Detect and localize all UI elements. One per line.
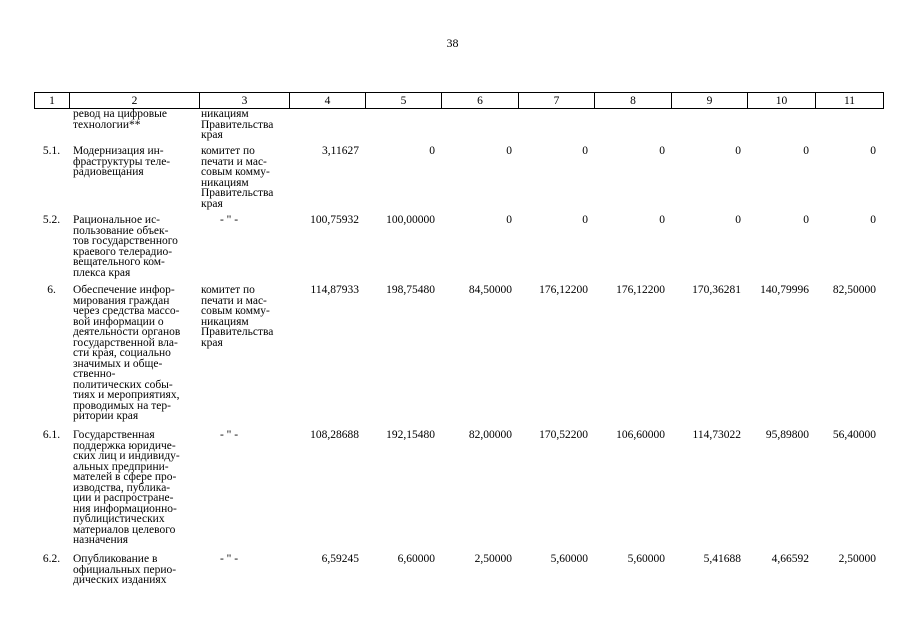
column-header: 11 — [816, 93, 884, 109]
column-header: 9 — [672, 93, 748, 109]
value-cell: 108,28688 — [310, 429, 359, 441]
value-cell: 6,59245 — [321, 553, 359, 565]
table-row — [34, 285, 883, 430]
value-cell: 106,60000 — [616, 429, 665, 441]
value-cell: 95,89800 — [765, 429, 809, 441]
executor: - " - — [219, 429, 239, 441]
table-header — [34, 92, 884, 109]
column-header: 1 — [35, 93, 70, 109]
value-cell — [815, 109, 883, 146]
table-row — [34, 554, 883, 594]
value-cell: 100,75932 — [310, 214, 359, 226]
row-number — [34, 109, 69, 146]
table-row — [34, 430, 883, 554]
value-cell: 6,60000 — [397, 553, 435, 565]
executor: - " - — [219, 553, 239, 565]
row-number: 5.1. — [42, 145, 61, 157]
column-header: 3 — [200, 93, 290, 109]
value-cell: 4,66592 — [771, 553, 809, 565]
value-cell: 82,50000 — [832, 284, 876, 296]
value-cell: 0 — [659, 145, 665, 157]
column-header: 7 — [519, 93, 595, 109]
value-cell: 0 — [506, 145, 512, 157]
column-number-row — [35, 93, 884, 109]
value-cell: 0 — [870, 145, 876, 157]
value-cell: 192,15480 — [386, 429, 435, 441]
value-cell — [671, 109, 747, 146]
table-row — [34, 215, 883, 285]
column-header: 10 — [748, 93, 816, 109]
value-cell: 0 — [429, 145, 435, 157]
row-number: 6.1. — [42, 429, 61, 441]
value-cell — [518, 109, 594, 146]
value-cell: 114,73022 — [692, 429, 741, 441]
value-cell: 0 — [659, 214, 665, 226]
activity-name: Модернизация ин- фраструктуры теле- радиовещания — [73, 145, 171, 178]
value-cell: 0 — [803, 214, 809, 226]
value-cell: 100,00000 — [386, 214, 435, 226]
value-cell: 198,75480 — [386, 284, 435, 296]
column-header: 4 — [290, 93, 366, 109]
value-cell: 0 — [582, 214, 588, 226]
value-cell: 0 — [582, 145, 588, 157]
executor: - " - — [219, 214, 239, 226]
activity-name: Государственная поддержка юридиче- ских лиц и индивиду- альных предприни- мателей в сфере про- изводства, публика- ции и распростране- ния информационно- публицистических материалов целевого назначения — [73, 429, 180, 546]
value-cell: 140,79996 — [760, 284, 809, 296]
column-header: 2 — [70, 93, 200, 109]
value-cell: 114,87933 — [310, 284, 359, 296]
executor: никациям Правительства края — [201, 108, 274, 141]
value-cell: 0 — [870, 214, 876, 226]
value-cell: 84,50000 — [468, 284, 512, 296]
value-cell: 0 — [506, 214, 512, 226]
activity-name: Рациональное ис- пользование объек- тов государственного краевого телерадио- вещательного ком- плекса края — [73, 214, 178, 279]
value-cell — [594, 109, 671, 146]
activity-name: ревод на цифровые технологии** — [73, 108, 168, 131]
value-cell — [365, 109, 441, 146]
column-header: 5 — [366, 93, 442, 109]
activity-name: Опубликование в официальных перио- дических изданиях — [73, 553, 177, 586]
value-cell: 176,12200 — [539, 284, 588, 296]
value-cell: 2,50000 — [838, 553, 876, 565]
table-row — [34, 109, 883, 146]
value-cell: 82,00000 — [468, 429, 512, 441]
executor: комитет по печати и мас- совым комму- никациям Правительства края — [201, 284, 274, 349]
value-cell: 5,60000 — [627, 553, 665, 565]
value-cell: 5,41688 — [703, 553, 741, 565]
column-header: 6 — [442, 93, 519, 109]
column-header: 8 — [595, 93, 672, 109]
table-row — [34, 146, 883, 215]
value-cell: 0 — [735, 214, 741, 226]
value-cell — [747, 109, 815, 146]
value-cell: 3,11627 — [322, 145, 359, 157]
value-cell: 170,52200 — [539, 429, 588, 441]
executor: комитет по печати и мас- совым комму- никациям Правительства края — [201, 145, 274, 210]
value-cell — [289, 109, 365, 146]
value-cell: 56,40000 — [832, 429, 876, 441]
value-cell: 170,36281 — [692, 284, 741, 296]
program-table — [34, 109, 883, 594]
value-cell: 176,12200 — [616, 284, 665, 296]
value-cell: 0 — [735, 145, 741, 157]
value-cell: 0 — [803, 145, 809, 157]
page-number: 38 — [446, 36, 459, 50]
row-number: 6. — [47, 284, 56, 296]
value-cell — [441, 109, 518, 146]
activity-name: Обеспечение инфор- мирования граждан через средства массо- вой информации о деятельности органов государственной вла- сти края, социально значимых и обще- ственно- политических собы- тиях и мероприятиях, проводимых на тер- ритории края — [73, 284, 181, 422]
value-cell: 5,60000 — [550, 553, 588, 565]
row-number: 6.2. — [42, 553, 61, 565]
value-cell: 2,50000 — [474, 553, 512, 565]
row-number: 5.2. — [42, 214, 61, 226]
